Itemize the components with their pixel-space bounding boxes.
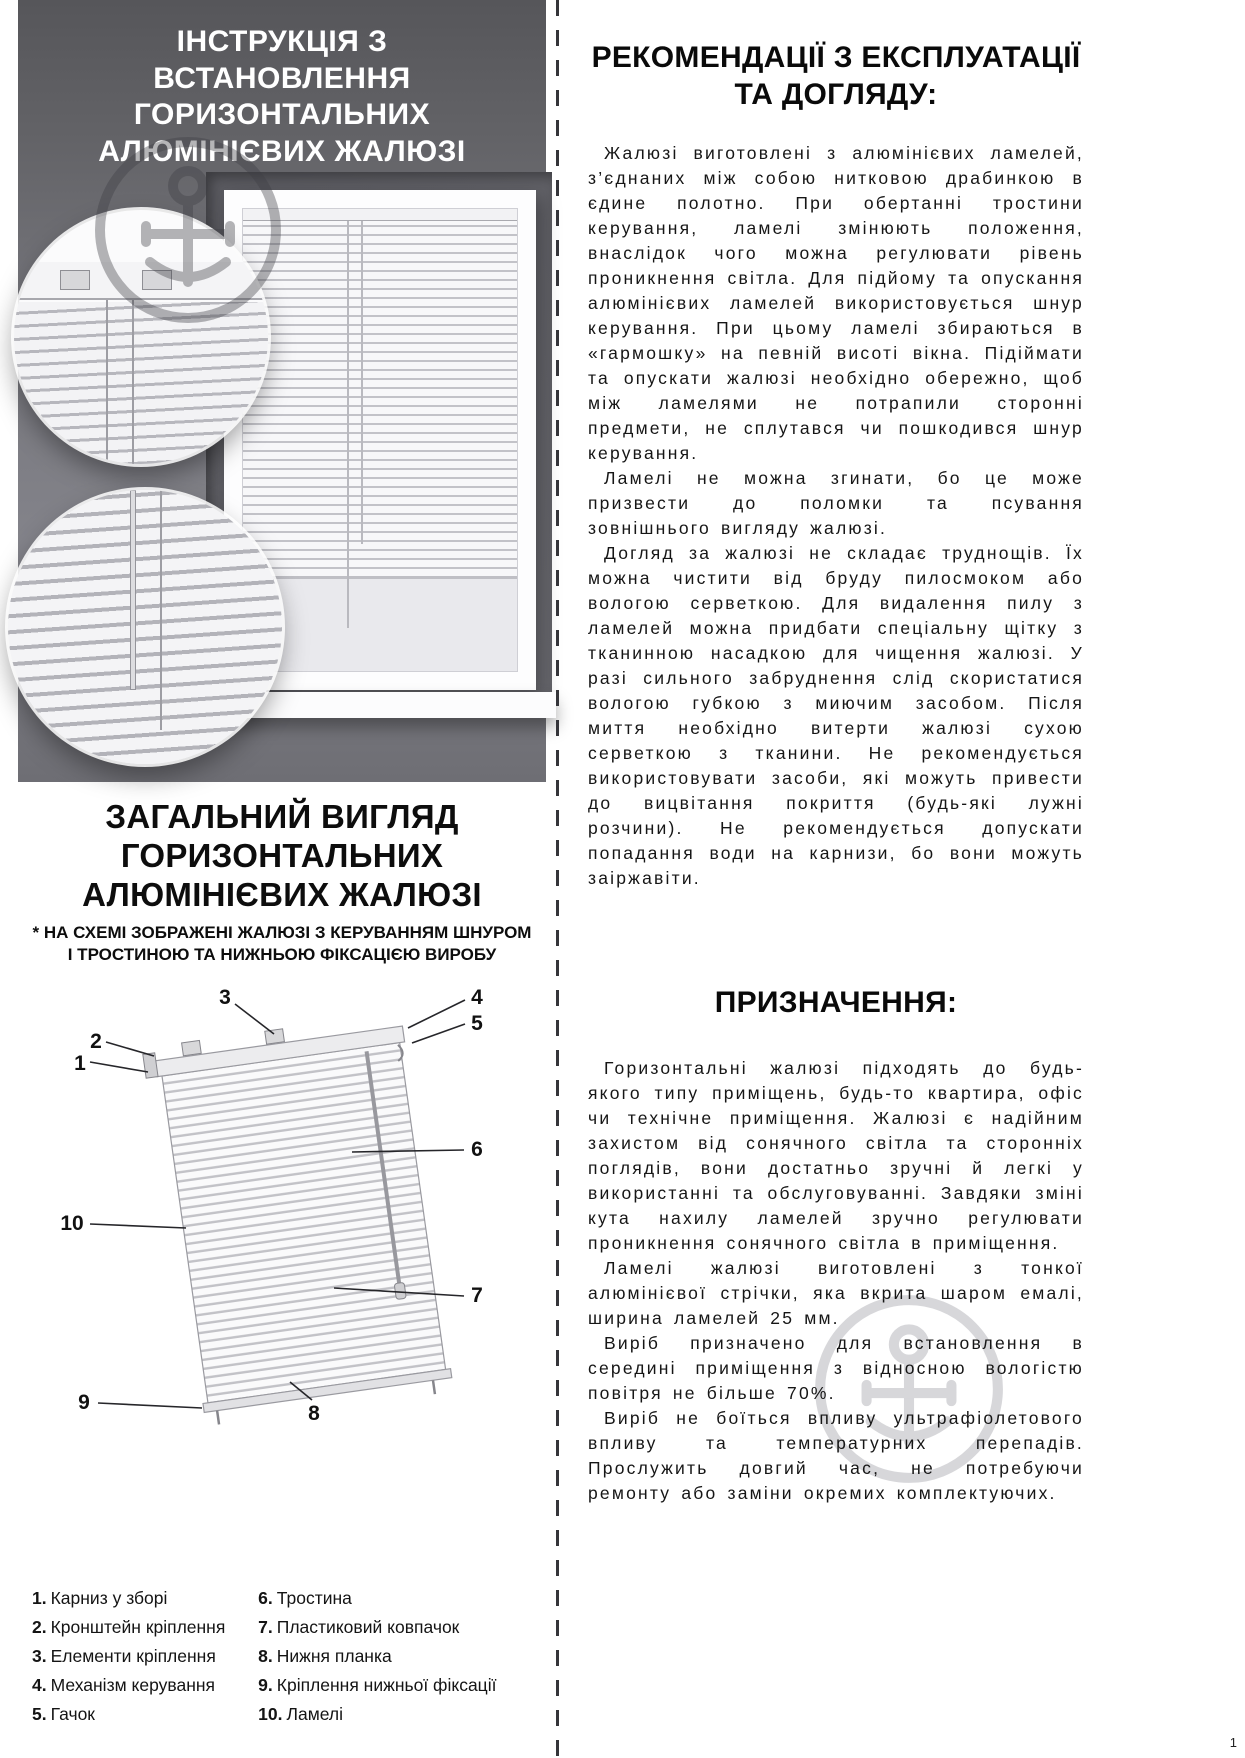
legend-item-label: Кронштейн кріплення [50,1616,226,1637]
blind-cord [347,221,349,628]
diagram-clip [265,1029,285,1044]
legend-item [258,1704,546,1726]
purpose-paragraph: Ламелі жалюзі виготовлені з тонкої алюмінієвої стрічки, яка вкрита шаром емалі, ширина ламелей 25 мм. [588,1257,1084,1328]
parts-legend [32,1588,546,1725]
window-headrail [243,209,517,221]
window-blinds [243,209,517,579]
care-paragraph: Догляд за жалюзі не складає труднощів. Їх можна чистити від бруду пилосмоком або вологою серветкою. Для видалення пилу з ламелей можна придбати спеціальну щітку з тканинною насадкою для чищення жалюзі. У разі сильного забруднення слід скористатися вологою губкою з миючим засобом. Після миття необхідно витерти жалюзі сухою серветкою з тканини. Не рекомендується використовувати засоби, які можуть привести до вицвітання покриття (будь-які лужні розчини). Не рекомендується допускати попадання води на карнизи, бо вони можуть заіржавіти. [588,543,1084,889]
legend-item [32,1617,258,1639]
installation-photo-panel [18,0,546,782]
care-paragraph: Ламелі не можна згинати, бо це може призвести до поломки та псування зовнішнього вигляду жалюзі. [588,468,1084,539]
legend-item-number: 4. [32,1674,47,1695]
diagram-label-10: 10 [60,1212,84,1235]
window-glass [242,208,518,672]
care-section-title: РЕКОМЕНДАЦІЇ З ЕКСПЛУАТАЦІЇ ТА ДОГЛЯДУ: [591,41,1081,111]
inset-wand [130,490,136,690]
detail-inset-headrail [14,210,268,464]
legend-item-label: Карниз у зборі [50,1588,168,1608]
column-divider [556,0,559,1758]
legend-item-label: Механізм керування [50,1674,215,1695]
legend-item-number: 8. [258,1645,273,1666]
installation-title: ІНСТРУКЦІЯ З ВСТАНОВЛЕННЯ ГОРИЗОНТАЛЬНИХ АЛЮМІНІЄВИХ ЖАЛЮЗІ [98,25,466,168]
diagram-blinds-body [142,1012,454,1428]
legend-item [32,1704,258,1726]
right-column [588,0,1084,1506]
diagram-label-4: 4 [471,986,483,1009]
diagram-label-1: 1 [74,1052,86,1075]
purpose-paragraph: Виріб не боїться впливу ультрафіолетового впливу та температурних перепадів. Прослужить довгий час, не потребуючи ремонту або заміни окремих комплектуючих. [588,1407,1084,1503]
legend-item-number: 6. [258,1588,273,1608]
legend-item [32,1588,258,1610]
overview-title: ЗАГАЛЬНИЙ ВИГЛЯД ГОРИЗОНТАЛЬНИХ АЛЮМІНІЄВИХ ЖАЛЮЗІ [82,798,482,913]
legend-item [258,1617,546,1639]
page-number: 1 [1229,1735,1237,1750]
inset-slats [8,490,282,764]
legend-item-number: 7. [258,1616,273,1637]
legend-item [258,1646,546,1668]
legend-item-label: Нижня планка [276,1645,392,1666]
legend-item-label: Пластиковий ковпачок [276,1616,460,1637]
detail-inset-slats [8,490,282,764]
blinds-diagram-svg [22,976,542,1481]
legend-item-number: 5. [32,1703,47,1724]
inset-slats [14,302,268,464]
legend-item-label: Тростина [276,1588,352,1608]
diagram-wand-cap [394,1282,406,1299]
scheme-note: * НА СХЕМІ ЗОБРАЖЕНІ ЖАЛЮЗІ З КЕРУВАННЯМ ШНУРОМ І ТРОСТИНОЮ ТА НИЖНЬОЮ ФІКСАЦІЄЮ ВИРОБУ [32,923,532,965]
diagram-label-9: 9 [78,1391,90,1414]
purpose-paragraph: Горизонтальні жалюзі підходять до будь-якого типу приміщень, будь-то квартира, офіс чи технічне приміщення. Жалюзі є надійним захистом від сонячного світла та сторонніх поглядів, вони достатньо зручні й легкі у використанні та обслуговуванні. Завдяки зміні кута нахилу ламелей зручно регулювати проникнення сонячного світла в приміщення. [588,1057,1084,1253]
diagram-label-8: 8 [308,1402,320,1425]
diagram-label-6: 6 [471,1138,483,1161]
legend-item-number: 10. [258,1703,283,1724]
legend-item-number: 1. [32,1588,47,1608]
legend-item [258,1675,546,1697]
inset-headrail [14,262,268,300]
inset-cord [132,300,134,464]
diagram-bracket [143,1053,158,1078]
blinds-diagram [22,976,542,1481]
mounting-clip [142,270,172,290]
inset-cord [106,300,108,464]
legend-item [32,1646,258,1668]
legend-item-number: 9. [258,1674,273,1695]
diagram-label-7: 7 [471,1284,483,1307]
blind-cord [361,221,363,544]
legend-item [258,1588,546,1610]
legend-item-label: Елементи кріплення [50,1645,216,1666]
legend-item [32,1675,258,1697]
diagram-clip [182,1040,202,1055]
diagram-label-5: 5 [471,1012,483,1035]
inset-cord [160,490,162,730]
care-paragraph: Жалюзі виготовлені з алюмінієвих ламелей, з’єднаних між собою нитковою драбинкою в єдине полотно. При обертанні тростини керування, ламелі змінюють положення, внаслідок чого можна регулювати рівень проникнення світла. Для підйому та опускання алюмінієвих ламелей використовується шнур керування. При цьому ламелі збираються в «гармошку» на певній висоті вікна. Підіймати та опускати жалюзі необхідно обережно, щоб між ламелями не потрапили сторонні предмети, не сплутався чи пошкодився шнур керування. [588,143,1084,464]
legend-column-1 [32,1588,258,1725]
diagram-label-3: 3 [219,986,231,1009]
legend-item-label: Кріплення нижньої фіксації [276,1674,497,1695]
legend-item-number: 3. [32,1645,47,1666]
mounting-clip [60,270,90,290]
purpose-section-title: ПРИЗНАЧЕННЯ: [714,986,958,1020]
purpose-paragraph: Виріб призначено для встановлення в середині приміщення з відносною вологістю повітря не більше 70%. [588,1332,1084,1403]
legend-item-number: 2. [32,1616,47,1637]
legend-item-label: Ламелі [286,1703,343,1724]
legend-column-2 [258,1588,546,1725]
legend-item-label: Гачок [50,1703,95,1724]
diagram-label-2: 2 [90,1030,102,1053]
